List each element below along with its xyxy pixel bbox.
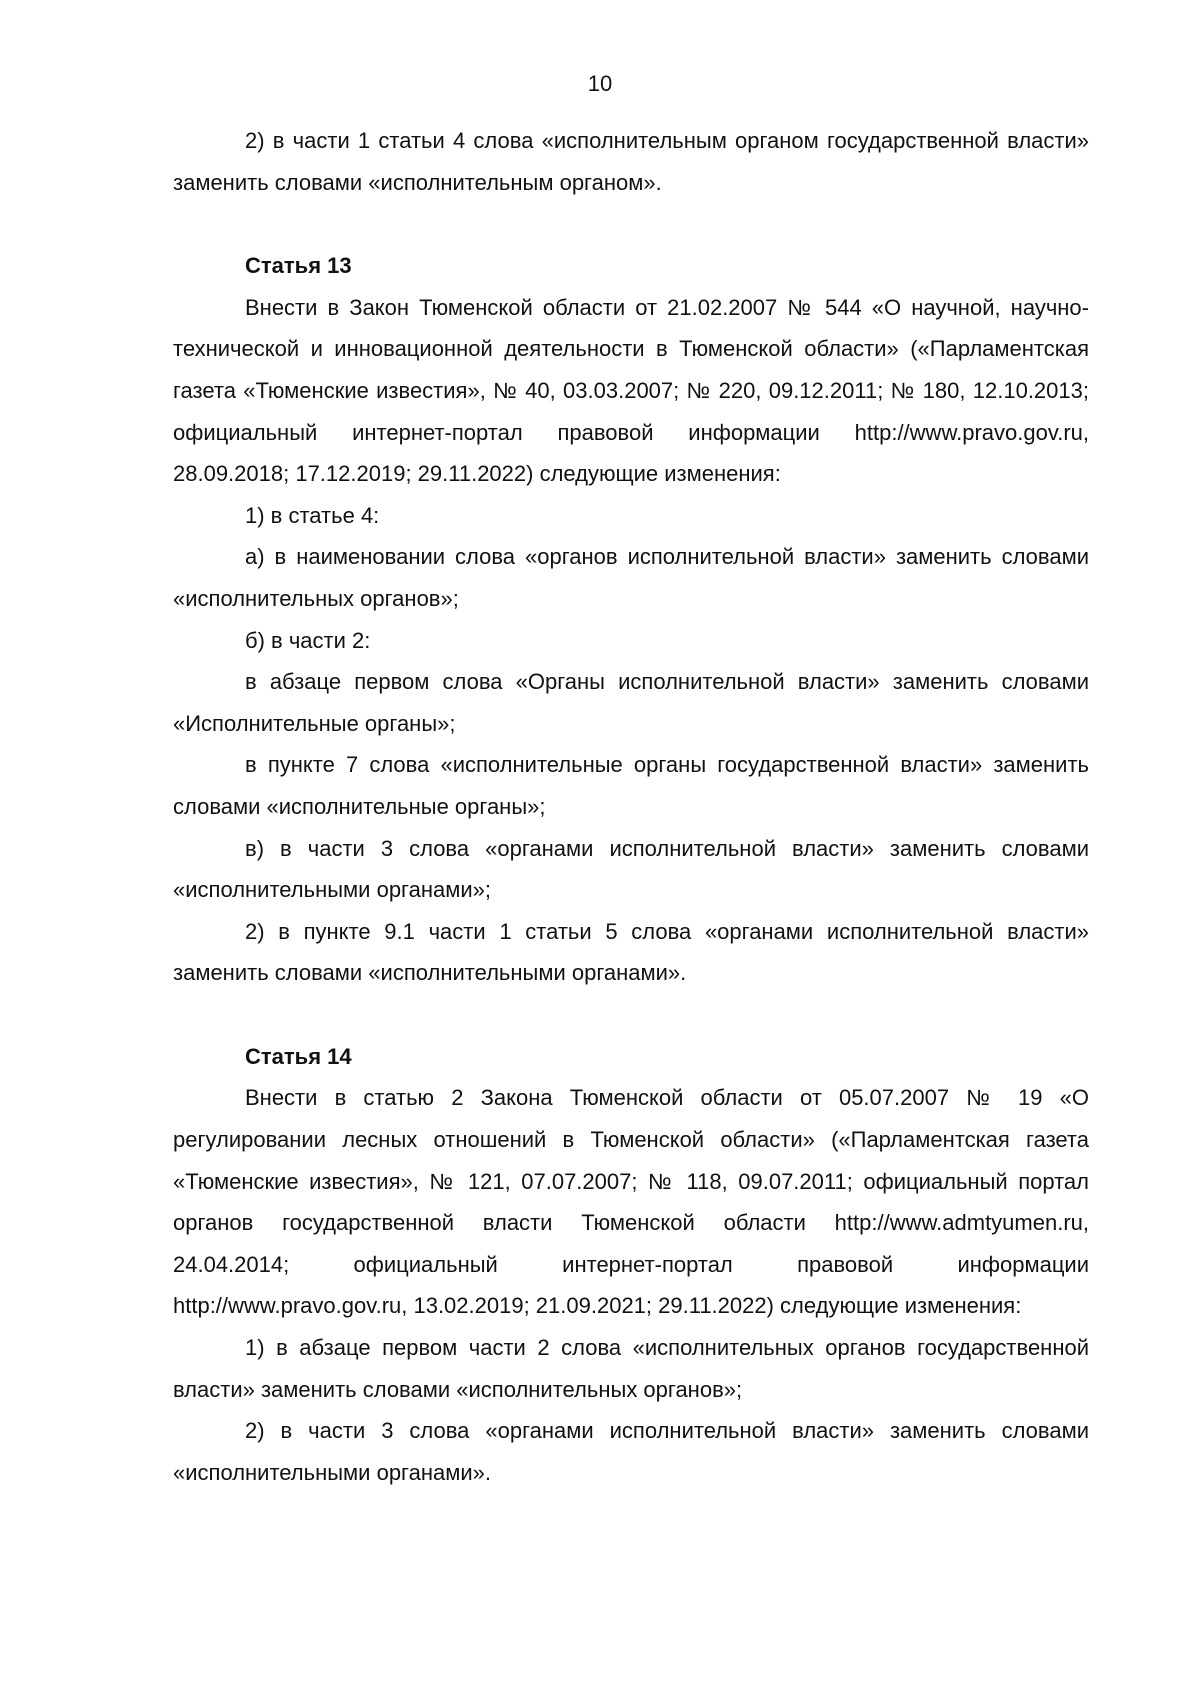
paragraph: 2) в части 3 слова «органами исполнительной власти» заменить словами «исполнительными органами». bbox=[173, 1418, 1089, 1485]
page-number: 10 bbox=[587, 71, 613, 96]
paragraph: в) в части 3 слова «органами исполнительной власти» заменить словами «исполнительными органами»; bbox=[173, 835, 1089, 903]
paragraph: б) в части 2: bbox=[245, 627, 371, 653]
document-body bbox=[173, 120, 1089, 1493]
paragraph: Внести в статью 2 Закона Тюменской области от 05.07.2007 № 19 «О регулировании лесных отношений в Тюменской области» («Парламентская газета «Тюменские известия», № 121, 07.07.2007; № 118, 09.07.2011; официальный портал органов государственной власти Тюменской области http://www.admtyumen.ru, 24.04.2014; официальный интернет-портал правовой информации http://www.pravo.gov.ru, 13.02.2019; 21.09.2021; 29.11.2022) следующие изменения: bbox=[173, 1085, 1089, 1319]
article-heading: Статья 14 bbox=[245, 1043, 352, 1069]
article-heading: Статья 13 bbox=[245, 253, 352, 279]
paragraph: Внести в Закон Тюменской области от 21.02.2007 № 544 «О научной, научно-технической и инновационной деятельности в Тюменской области» («Парламентская газета «Тюменские известия», № 40, 03.03.2007; № 220, 09.12.2011; № 180, 12.10.2013; официальный интернет-портал правовой информации http://www.pravo.gov.ru, 28.09.2018; 17.12.2019; 29.11.2022) следующие изменения: bbox=[173, 294, 1089, 487]
paragraph: 1) в абзаце первом части 2 слова «исполнительных органов государственной власти» заменить словами «исполнительных органов»; bbox=[173, 1335, 1089, 1402]
paragraph: 2) в пункте 9.1 части 1 статьи 5 слова «органами исполнительной власти» заменить словами «исполнительными органами». bbox=[173, 918, 1089, 986]
paragraph: 2) в части 1 статьи 4 слова «исполнительным органом государственной власти» заменить словами «исполнительным органом». bbox=[173, 128, 1089, 195]
paragraph: а) в наименовании слова «органов исполнительной власти» заменить словами «исполнительных органов»; bbox=[173, 544, 1089, 611]
paragraph: 1) в статье 4: bbox=[245, 502, 380, 528]
paragraph: в пункте 7 слова «исполнительные органы государственной власти» заменить словами «исполнительные органы»; bbox=[173, 752, 1089, 819]
paragraph: в абзаце первом слова «Органы исполнительной власти» заменить словами «Исполнительные органы»; bbox=[173, 669, 1089, 736]
